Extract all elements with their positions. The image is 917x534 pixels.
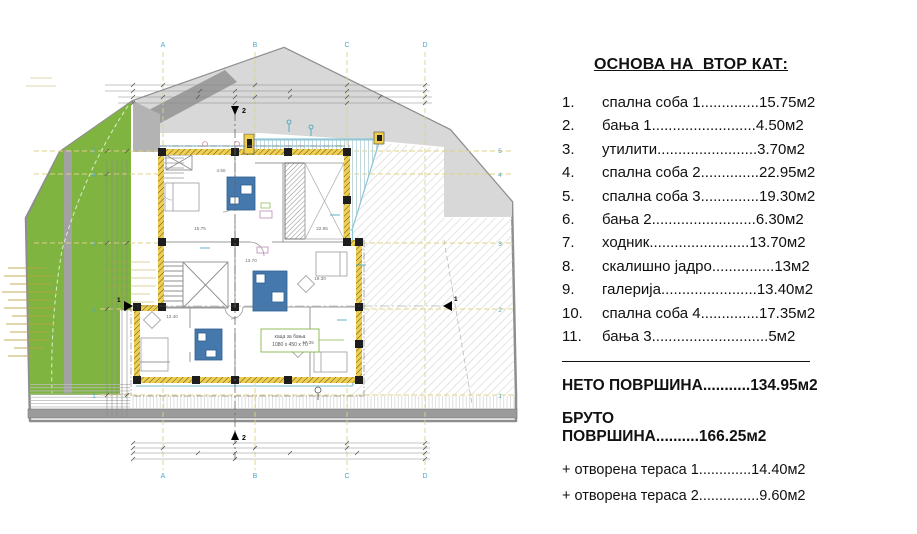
room-list xyxy=(562,91,820,348)
svg-text:5: 5 xyxy=(92,148,96,155)
svg-text:13.70: 13.70 xyxy=(245,258,257,263)
legend-row: 10. спална соба 4..............17.35м2 xyxy=(562,304,816,322)
green-yard xyxy=(27,102,131,395)
road-band xyxy=(28,409,517,418)
tub-note-line1: каца за бања xyxy=(274,334,306,340)
grid-letter-b-top: B xyxy=(252,42,258,49)
net-area-line: НЕТО ПОВРШИНА...........134.95м2 xyxy=(562,377,818,395)
legend-panel xyxy=(562,56,820,504)
section-label-2-top: 2 xyxy=(242,108,246,115)
grid-letter-d-bottom: D xyxy=(422,473,428,480)
svg-text:2: 2 xyxy=(92,307,96,314)
grid-letter-a-bottom: A xyxy=(160,473,166,480)
svg-text:4: 4 xyxy=(498,172,502,179)
legend-row: 2. бања 1.........................4.50м2 xyxy=(562,117,804,135)
legend-row: 3. утилити........................3.70м2 xyxy=(562,140,806,158)
section-label-1-left: 1 xyxy=(117,297,121,304)
svg-text:4.50: 4.50 xyxy=(216,168,226,173)
svg-text:17.35: 17.35 xyxy=(302,340,314,345)
panel-title: ОСНОВА НА ВТОР КАТ: xyxy=(593,56,789,73)
svg-text:22.95: 22.95 xyxy=(316,226,328,231)
grid-letter-c-bottom: C xyxy=(344,473,350,480)
legend-row: 1. спална соба 1..............15.75м2 xyxy=(562,94,816,111)
gray-path-strip xyxy=(64,150,72,393)
svg-text:19.30: 19.30 xyxy=(314,276,326,281)
grid-letter-c-top: C xyxy=(344,42,350,49)
svg-text:4: 4 xyxy=(92,172,96,179)
separator-line xyxy=(562,361,810,362)
svg-text:1: 1 xyxy=(92,393,96,400)
section-label-1-right: 1 xyxy=(454,296,458,303)
tub-note-line2: 1080 x 450 x 70 xyxy=(272,342,308,348)
svg-text:13.40: 13.40 xyxy=(166,314,178,319)
terrace-2-line: + отворена тераса 2...............9.60м2 xyxy=(562,488,806,505)
legend-row: 8. скалишно јадро...............13м2 xyxy=(562,257,810,275)
legend-row: 11. бања 3............................5м2 xyxy=(562,328,796,346)
svg-text:1: 1 xyxy=(498,393,502,400)
svg-text:15.75: 15.75 xyxy=(194,226,206,231)
svg-text:5: 5 xyxy=(498,148,502,155)
legend-row: 5. спална соба 3..............19.30м2 xyxy=(562,187,816,205)
legend-row: 6. бања 2.........................6.30м2 xyxy=(562,211,804,229)
gross-area-line: БРУТО ПОВРШИНА..........166.25м2 xyxy=(562,410,767,446)
svg-text:3: 3 xyxy=(498,241,502,248)
steps-block xyxy=(30,382,130,408)
terrace-1-line: + отворена тераса 1.............14.40м2 xyxy=(562,462,806,479)
legend-row: 9. галерија.......................13.40м2 xyxy=(562,281,814,299)
grid-letter-d-top: D xyxy=(422,42,428,49)
grid-letter-a-top: A xyxy=(160,42,166,49)
section-label-2-bottom: 2 xyxy=(242,435,246,442)
fence-ticks xyxy=(130,396,516,408)
shaft-hatched xyxy=(285,163,305,239)
grid-letter-b-bottom: B xyxy=(252,473,258,480)
legend-row: 7. ходник........................13.70м2 xyxy=(562,234,806,252)
legend-row: 4. спална соба 2..............22.95м2 xyxy=(562,164,816,182)
svg-text:2: 2 xyxy=(498,307,502,314)
svg-text:3: 3 xyxy=(92,241,96,248)
